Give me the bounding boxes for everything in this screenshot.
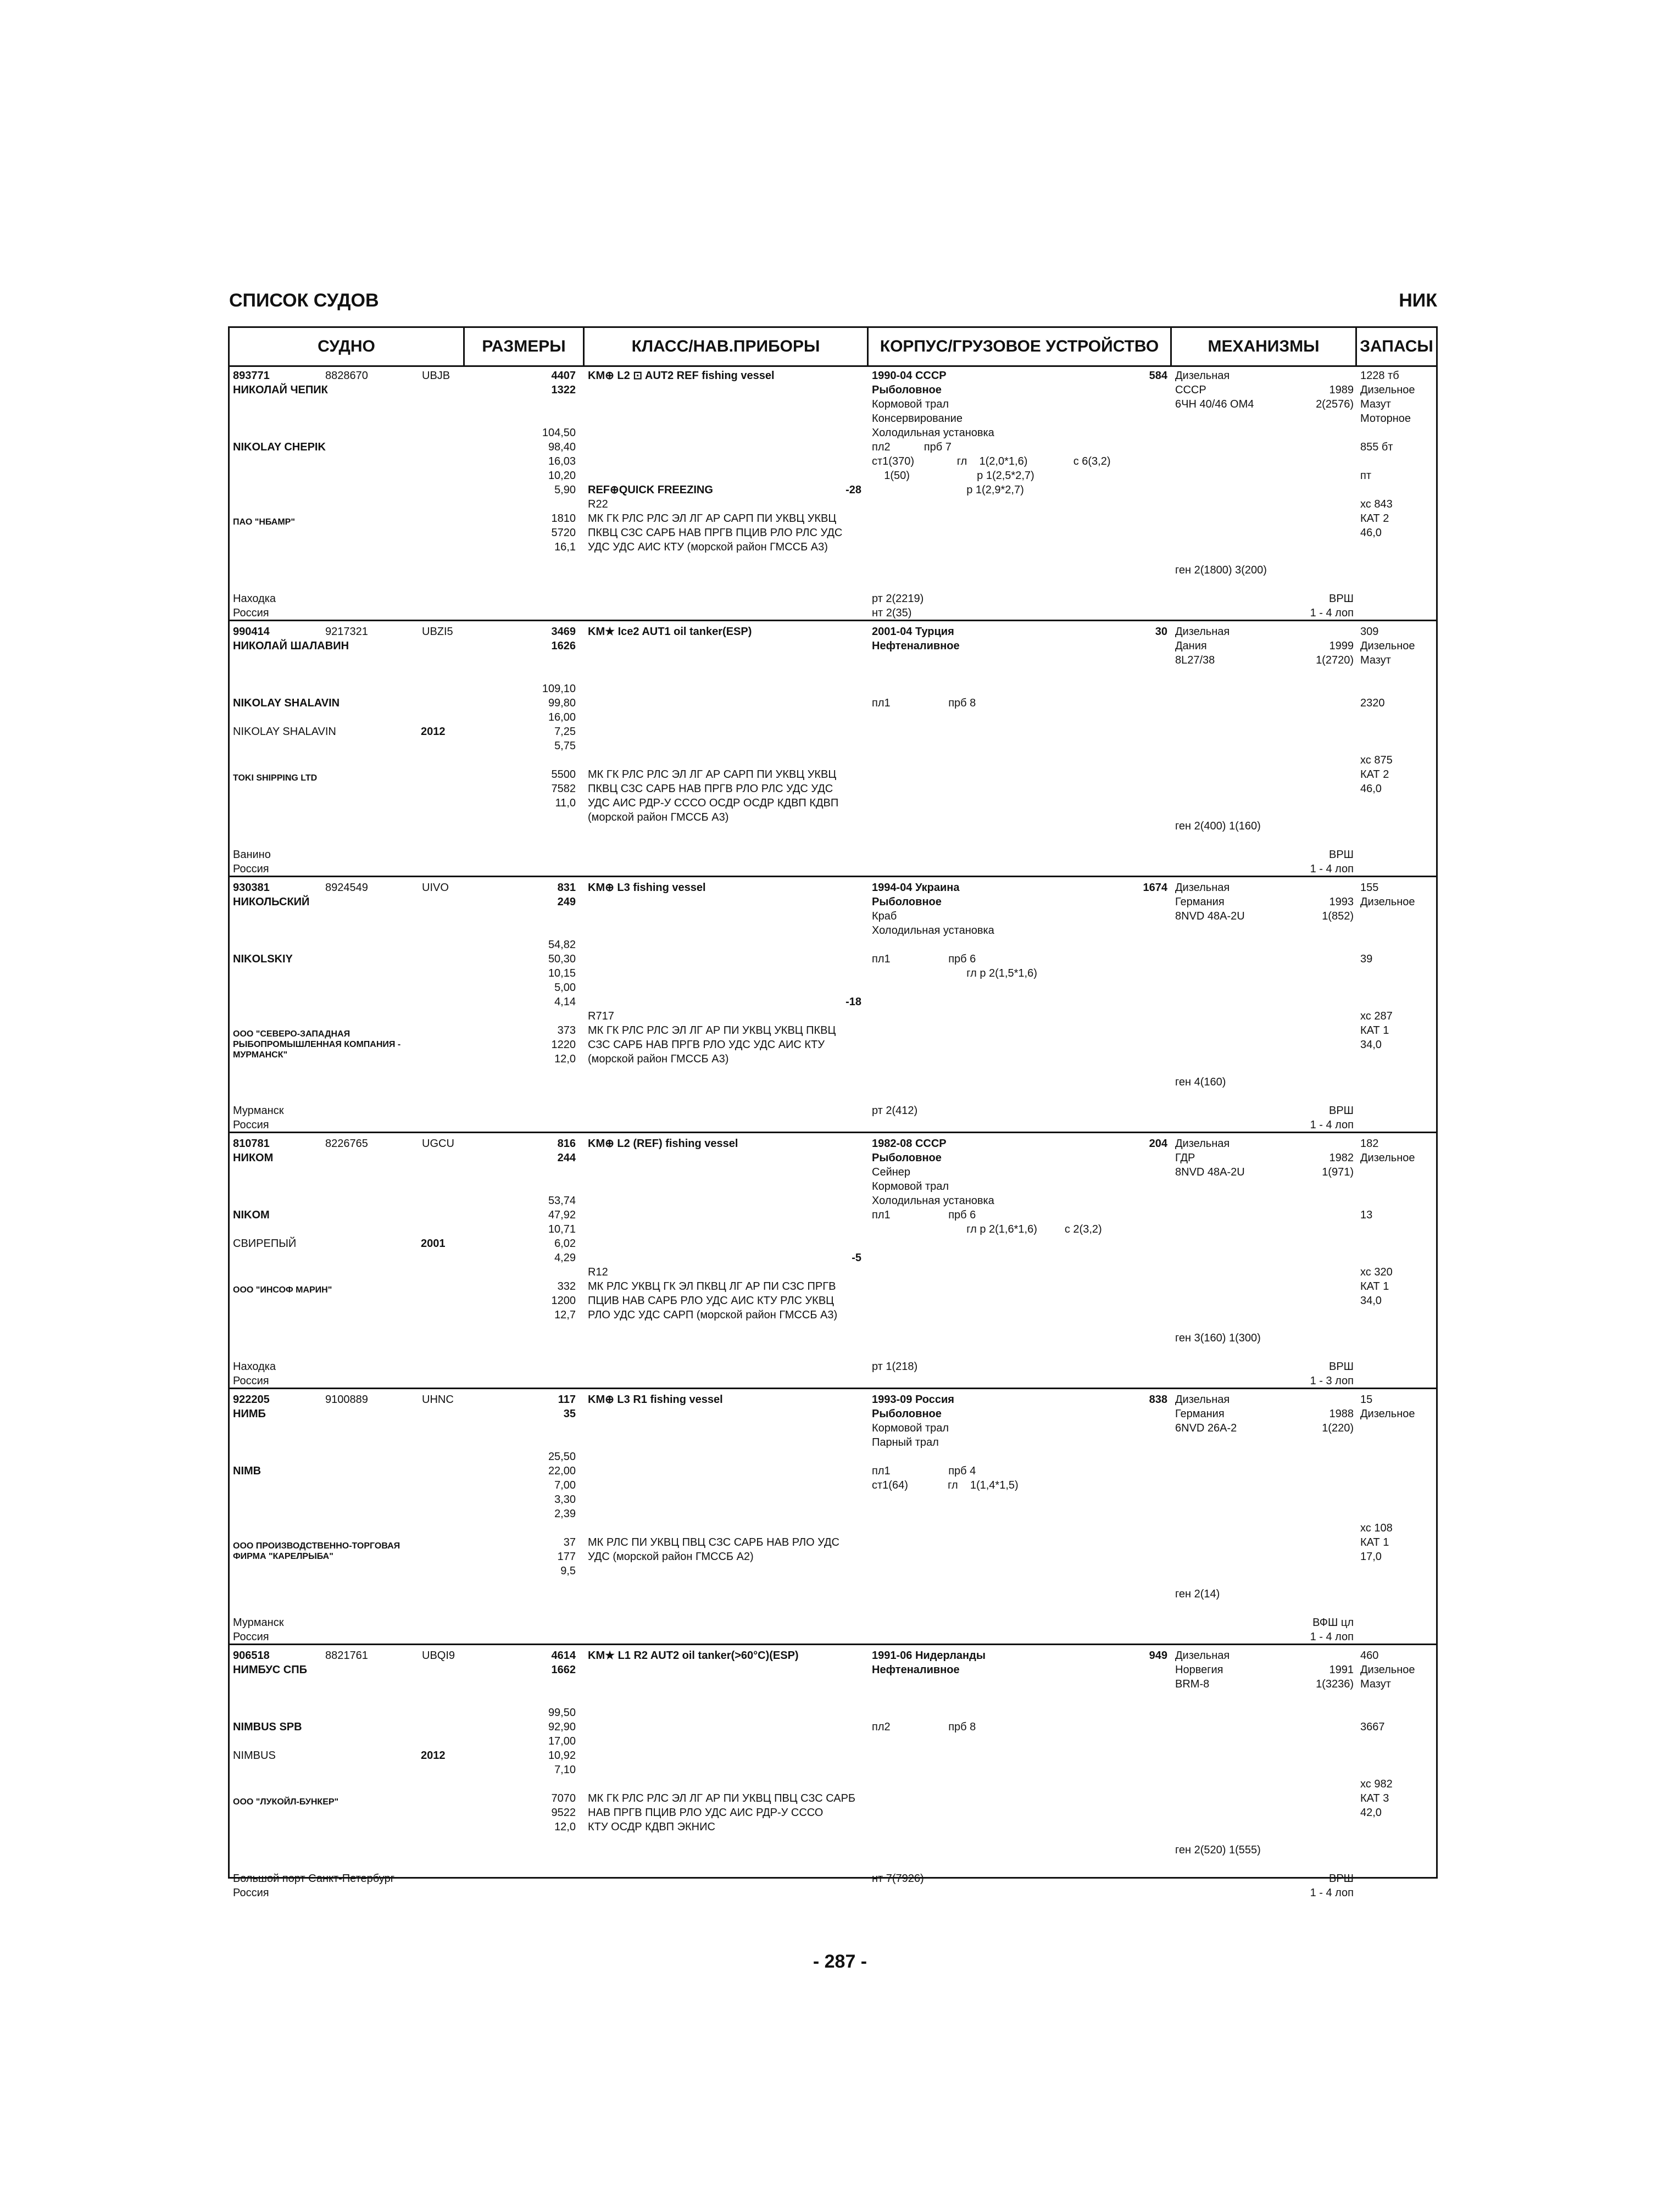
refrigeration-class: REF⊕QUICK FREEZING bbox=[588, 484, 713, 496]
navigation-equipment-line: СЗС САРБ НАВ ПРГВ РЛО УДС УДС АИС КТУ bbox=[588, 1039, 825, 1051]
col-header-machinery: МЕХАНИЗМЫ bbox=[1172, 328, 1357, 365]
dimension-value: 177 bbox=[557, 1551, 576, 1563]
dimension-value: 373 bbox=[557, 1024, 576, 1037]
col-header-dimensions: РАЗМЕРЫ bbox=[465, 328, 585, 365]
vessel-name-en: NIMB bbox=[233, 1465, 262, 1477]
dimension-value: 5,75 bbox=[554, 740, 576, 752]
dimension-value: 16,00 bbox=[548, 711, 576, 723]
flag-country: Россия bbox=[233, 1631, 269, 1643]
supplies-line: Дизельное bbox=[1360, 640, 1415, 652]
class-notation: KM⊕ L2 ⊡ AUT2 REF fishing vessel bbox=[588, 370, 775, 382]
hull-type-line: Кормовой трал bbox=[872, 398, 949, 410]
dimension-value: 12,7 bbox=[554, 1309, 576, 1321]
hold-hatch-line: 1(50) р 1(2,5*2,7) bbox=[872, 470, 1034, 482]
engine-model: 8NVD 48A-2U bbox=[1175, 1166, 1245, 1178]
cargo-gear-line: нт 7(7926) bbox=[872, 1873, 924, 1885]
hold-hatch-line: ст1(370) гл 1(2,0*1,6) с 6(3,2) bbox=[872, 455, 1111, 467]
dimension-value: 109,10 bbox=[542, 683, 576, 695]
engine-type: Дизельная bbox=[1175, 370, 1230, 382]
dimension-value: 249 bbox=[557, 896, 576, 908]
engine-type: Дизельная bbox=[1175, 1138, 1230, 1150]
hold-hatch-line: пл1 прб 8 bbox=[872, 697, 976, 709]
previous-name: NIKOLAY SHALAVIN bbox=[233, 726, 336, 738]
dimension-value: 2,39 bbox=[554, 1508, 576, 1520]
vessel-name-ru: НИКОЛАЙ ШАЛАВИН bbox=[233, 640, 349, 652]
dimension-value: 4,29 bbox=[554, 1252, 576, 1264]
supplies-line: 2320 bbox=[1360, 697, 1385, 709]
home-port: Мурманск bbox=[233, 1105, 284, 1117]
engine-type: Дизельная bbox=[1175, 1650, 1230, 1662]
hold-hatch-line: ст1(64) гл 1(1,4*1,5) bbox=[872, 1479, 1019, 1491]
flag-country: Россия bbox=[233, 1375, 269, 1387]
hull-type-line: Рыболовное bbox=[872, 384, 942, 396]
dimension-value: 5720 bbox=[551, 527, 576, 539]
registry-number: 906518 bbox=[233, 1650, 270, 1662]
supplies-line: 17,0 bbox=[1360, 1551, 1382, 1563]
build-year-and-flag: 1993-09 Россия bbox=[872, 1394, 954, 1406]
refrigerant: R717 bbox=[588, 1010, 614, 1022]
engine-year: 1993 bbox=[1329, 896, 1354, 908]
dimension-value: 35 bbox=[563, 1408, 576, 1420]
dimension-value: 7582 bbox=[551, 783, 576, 795]
hold-hatch-line: гл р 2(1,6*1,6) с 2(3,2) bbox=[872, 1223, 1102, 1235]
propeller-line: 1 - 4 лоп bbox=[1310, 1631, 1354, 1643]
propeller-line: 1 - 4 лоп bbox=[1310, 1887, 1354, 1899]
dimension-value: 99,80 bbox=[548, 697, 576, 709]
yard-number: 1674 bbox=[1143, 882, 1167, 894]
hold-hatch-line: пл2 прб 7 bbox=[872, 441, 952, 453]
refrigeration-temperature: -18 bbox=[845, 996, 861, 1008]
supplies-line: хс 108 bbox=[1360, 1522, 1393, 1534]
navigation-equipment-line: МК ГК РЛС РЛС ЭЛ ЛГ АР ПИ УКВЦ ПВЦ СЗС САРБ bbox=[588, 1792, 856, 1804]
vessel-name-ru: НИКОМ bbox=[233, 1152, 274, 1164]
engine-type: Дизельная bbox=[1175, 882, 1230, 894]
cargo-gear-line: нт 2(35) bbox=[872, 607, 912, 619]
navigation-equipment-line: УДС УДС АИС КТУ (морской район ГМССБ А3) bbox=[588, 541, 828, 553]
home-port: Находка bbox=[233, 1361, 276, 1373]
dimension-value: 1200 bbox=[551, 1295, 576, 1307]
supplies-line: 182 bbox=[1360, 1138, 1379, 1150]
generators: ген 2(520) 1(555) bbox=[1175, 1844, 1261, 1856]
engine-country: Германия bbox=[1175, 896, 1225, 908]
dimension-value: 6,02 bbox=[554, 1238, 576, 1250]
col-header-supplies: ЗАПАСЫ bbox=[1360, 337, 1433, 355]
engine-year: 1982 bbox=[1329, 1152, 1354, 1164]
previous-name-year: 2001 bbox=[421, 1238, 446, 1250]
col-header-vessel: СУДНО bbox=[230, 328, 465, 365]
navigation-equipment-line: МК ГК РЛС РЛС ЭЛ ЛГ АР САРП ПИ УКВЦ УКВЦ bbox=[588, 512, 837, 525]
imo-number: 8226765 bbox=[325, 1138, 368, 1150]
dimension-value: 12,0 bbox=[554, 1053, 576, 1065]
supplies-line: 46,0 bbox=[1360, 527, 1382, 539]
dimension-value: 7070 bbox=[551, 1792, 576, 1804]
previous-name: NIMBUS bbox=[233, 1750, 276, 1762]
table-header bbox=[230, 328, 1436, 367]
supplies-line: 460 bbox=[1360, 1650, 1379, 1662]
dimension-value: 17,00 bbox=[548, 1735, 576, 1747]
page-title: СПИСОК СУДОВ bbox=[229, 290, 379, 311]
refrigeration-temperature: -28 bbox=[845, 484, 861, 496]
ship-record bbox=[230, 1645, 1436, 1901]
col-header-hull: КОРПУС/ГРУЗОВОЕ УСТРОЙСТВО bbox=[869, 328, 1172, 365]
previous-name-year: 2012 bbox=[421, 1750, 446, 1762]
owner-name: ООО "СЕВЕРО-ЗАПАДНАЯ РЫБОПРОМЫШЛЕННАЯ КОМПАНИЯ - МУРМАНСК" bbox=[233, 1029, 401, 1060]
registry-number: 810781 bbox=[233, 1138, 270, 1150]
dimension-value: 10,15 bbox=[548, 967, 576, 979]
vessel-name-ru: НИКОЛАЙ ЧЕПИК bbox=[233, 384, 328, 396]
supplies-line: КАТ 1 bbox=[1360, 1280, 1389, 1293]
supplies-line: 39 bbox=[1360, 953, 1373, 965]
vessel-name-ru: НИКОЛЬСКИЙ bbox=[233, 896, 310, 908]
hold-hatch-line: пл1 прб 6 bbox=[872, 953, 976, 965]
yard-number: 838 bbox=[1149, 1394, 1167, 1406]
vessel-name-ru: НИМБ bbox=[233, 1408, 266, 1420]
home-port: Находка bbox=[233, 593, 276, 605]
hull-type-line: Парный трал bbox=[872, 1436, 939, 1449]
hold-hatch-line: пл1 прб 6 bbox=[872, 1209, 976, 1221]
dimension-value: 98,40 bbox=[548, 441, 576, 453]
supplies-line: Дизельное bbox=[1360, 1664, 1415, 1676]
hold-hatch-line: р 1(2,9*2,7) bbox=[872, 484, 1024, 496]
supplies-line: Мазут bbox=[1360, 1678, 1391, 1690]
ship-record bbox=[230, 365, 1436, 621]
supplies-line: Мазут bbox=[1360, 654, 1391, 666]
propeller-line: 1 - 4 лоп bbox=[1310, 863, 1354, 875]
hull-type-line: Нефтеналивное bbox=[872, 640, 960, 652]
call-sign: UBZI5 bbox=[422, 626, 453, 638]
supplies-line: КАТ 1 bbox=[1360, 1536, 1389, 1548]
build-year-and-flag: 1990-04 СССР bbox=[872, 370, 947, 382]
home-port: Большой порт Санкт-Петербург bbox=[233, 1873, 395, 1885]
engine-country: Дания bbox=[1175, 640, 1207, 652]
supplies-line: 13 bbox=[1360, 1209, 1373, 1221]
propeller-line: ВРШ bbox=[1328, 1873, 1354, 1885]
refrigerant: R22 bbox=[588, 498, 608, 510]
owner-name: ПАО "НБАМР" bbox=[233, 517, 295, 527]
dimension-value: 11,0 bbox=[555, 797, 576, 809]
hull-type-line: Холодильная установка bbox=[872, 924, 994, 937]
dimension-value: 22,00 bbox=[548, 1465, 576, 1477]
hold-hatch-line: пл1 прб 4 bbox=[872, 1465, 976, 1477]
build-year-and-flag: 2001-04 Турция bbox=[872, 626, 954, 638]
engine-model: 6ЧН 40/46 ОМ4 bbox=[1175, 398, 1254, 410]
supplies-line: 855 бт bbox=[1360, 441, 1393, 453]
dimension-value: 7,25 bbox=[554, 726, 576, 738]
dimension-value: 816 bbox=[557, 1138, 576, 1150]
vessel-name-en: NIKOM bbox=[233, 1209, 270, 1221]
dimension-value: 92,90 bbox=[548, 1721, 576, 1733]
cargo-gear-line: рт 2(2219) bbox=[872, 593, 924, 605]
vessel-name-ru: НИМБУС СПБ bbox=[233, 1664, 307, 1676]
call-sign: UGCU bbox=[422, 1138, 454, 1150]
propeller-line: 1 - 4 лоп bbox=[1310, 1119, 1354, 1131]
navigation-equipment-line: МК РЛС УКВЦ ГК ЭЛ ПКВЦ ЛГ АР ПИ СЗС ПРГВ bbox=[588, 1280, 836, 1293]
vessel-name-en: NIKOLAY SHALAVIN bbox=[233, 697, 340, 709]
dimension-value: 10,92 bbox=[548, 1750, 576, 1762]
imo-number: 9217321 bbox=[325, 626, 368, 638]
owner-name: ООО "ЛУКОЙЛ-БУНКЕР" bbox=[233, 1797, 339, 1807]
navigation-equipment-line: (морской район ГМССБ А3) bbox=[588, 811, 729, 823]
navigation-equipment-line: РЛО УДС УДС САРП (морской район ГМССБ А3) bbox=[588, 1309, 838, 1321]
dimension-value: 7,00 bbox=[554, 1479, 576, 1491]
dimension-value: 25,50 bbox=[548, 1451, 576, 1463]
generators: ген 4(160) bbox=[1175, 1076, 1226, 1088]
owner-name: ООО ПРОИЗВОДСТВЕННО-ТОРГОВАЯ ФИРМА "КАРЕЛРЫБА" bbox=[233, 1541, 400, 1561]
class-notation: KM★ Ice2 AUT1 oil tanker(ESP) bbox=[588, 626, 752, 638]
supplies-line: 34,0 bbox=[1360, 1295, 1382, 1307]
vessel-name-en: NIKOLSKIY bbox=[233, 953, 293, 965]
supplies-line: хс 287 bbox=[1360, 1010, 1393, 1022]
hold-hatch-line: гл р 2(1,5*1,6) bbox=[872, 967, 1037, 979]
cargo-gear-line: рт 1(218) bbox=[872, 1361, 918, 1373]
dimension-value: 54,82 bbox=[548, 939, 576, 951]
dimension-value: 10,20 bbox=[548, 470, 576, 482]
engine-power: 1(220) bbox=[1322, 1422, 1354, 1434]
class-notation: KM⊕ L3 fishing vessel bbox=[588, 882, 706, 894]
vessel-name-en: NIKOLAY CHEPIK bbox=[233, 441, 326, 453]
generators: ген 2(400) 1(160) bbox=[1175, 820, 1261, 832]
ship-record bbox=[230, 1133, 1436, 1389]
generators: ген 2(14) bbox=[1175, 1588, 1220, 1600]
supplies-line: 155 bbox=[1360, 882, 1379, 894]
yard-number: 584 bbox=[1149, 370, 1167, 382]
hull-type-line: Консервирование bbox=[872, 413, 963, 425]
flag-country: Россия bbox=[233, 863, 269, 875]
imo-number: 8828670 bbox=[325, 370, 368, 382]
previous-name-year: 2012 bbox=[421, 726, 446, 738]
supplies-line: КАТ 1 bbox=[1360, 1024, 1389, 1037]
supplies-line: 3667 bbox=[1360, 1721, 1385, 1733]
engine-power: 1(852) bbox=[1322, 910, 1354, 922]
registry-number: 922205 bbox=[233, 1394, 270, 1406]
supplies-line: 46,0 bbox=[1360, 783, 1382, 795]
dimension-value: 104,50 bbox=[542, 427, 576, 439]
dimension-value: 16,1 bbox=[554, 541, 576, 553]
engine-model: 6NVD 26A-2 bbox=[1175, 1422, 1237, 1434]
engine-model: BRM-8 bbox=[1175, 1678, 1210, 1690]
supplies-line: 15 bbox=[1360, 1394, 1373, 1406]
build-year-and-flag: 1994-04 Украина bbox=[872, 882, 960, 894]
dimension-value: 244 bbox=[557, 1152, 576, 1164]
registry-number: 990414 bbox=[233, 626, 270, 638]
dimension-value: 831 bbox=[557, 882, 576, 894]
hull-type-line: Кормовой трал bbox=[872, 1422, 949, 1434]
propeller-line: ВРШ bbox=[1328, 593, 1354, 605]
imo-number: 9100889 bbox=[325, 1394, 368, 1406]
supplies-line: КАТ 3 bbox=[1360, 1792, 1389, 1804]
generators: ген 2(1800) 3(200) bbox=[1175, 564, 1267, 576]
navigation-equipment-line: МК РЛС ПИ УКВЦ ПВЦ СЗС САРБ НАВ РЛО УДС bbox=[588, 1536, 839, 1548]
home-port: Мурманск bbox=[233, 1617, 284, 1629]
dimension-value: 5500 bbox=[551, 768, 576, 781]
engine-power: 1(971) bbox=[1322, 1166, 1354, 1178]
build-year-and-flag: 1991-06 Нидерланды bbox=[872, 1650, 986, 1662]
dimension-value: 99,50 bbox=[548, 1707, 576, 1719]
supplies-line: хс 875 bbox=[1360, 754, 1393, 766]
navigation-equipment-line: МК ГК РЛС РЛС ЭЛ ЛГ АР САРП ПИ УКВЦ УКВЦ bbox=[588, 768, 837, 781]
dimension-value: 7,10 bbox=[554, 1764, 576, 1776]
propeller-line: 1 - 4 лоп bbox=[1310, 607, 1354, 619]
hull-type-line: Краб bbox=[872, 910, 897, 922]
flag-country: Россия bbox=[233, 1887, 269, 1899]
refrigeration-temperature: -5 bbox=[852, 1252, 861, 1264]
supplies-line: Моторное bbox=[1360, 413, 1411, 425]
hull-type-line: Холодильная установка bbox=[872, 427, 994, 439]
dimension-value: 5,90 bbox=[554, 484, 576, 496]
engine-type: Дизельная bbox=[1175, 626, 1230, 638]
supplies-line: пт bbox=[1360, 470, 1371, 482]
engine-type: Дизельная bbox=[1175, 1394, 1230, 1406]
navigation-equipment-line: (морской район ГМССБ А3) bbox=[588, 1053, 729, 1065]
owner-name: TOKI SHIPPING LTD bbox=[233, 773, 318, 783]
navigation-equipment-line: ПКВЦ СЗС САРБ НАВ ПРГВ ПЦИВ РЛО РЛС УДС bbox=[588, 527, 843, 539]
dimension-value: 9522 bbox=[551, 1807, 576, 1819]
dimension-value: 4,14 bbox=[554, 996, 576, 1008]
dimension-value: 37 bbox=[563, 1536, 576, 1548]
dimension-value: 4614 bbox=[551, 1650, 576, 1662]
dimension-value: 5,00 bbox=[554, 982, 576, 994]
page-number: - 287 - bbox=[813, 1951, 867, 1972]
owner-name: ООО "ИНСОФ МАРИН" bbox=[233, 1285, 332, 1295]
dimension-value: 117 bbox=[558, 1394, 576, 1406]
supplies-line: КАТ 2 bbox=[1360, 768, 1389, 781]
supplies-line: хс 320 bbox=[1360, 1266, 1393, 1278]
engine-year: 1989 bbox=[1329, 384, 1354, 396]
supplies-line: хс 843 bbox=[1360, 498, 1393, 510]
flag-country: Россия bbox=[233, 1119, 269, 1131]
vessel-name-en: NIMBUS SPB bbox=[233, 1721, 302, 1733]
yard-number: 204 bbox=[1149, 1138, 1167, 1150]
call-sign: UIVO bbox=[422, 882, 449, 894]
ships-table bbox=[228, 326, 1438, 1899]
yard-number: 949 bbox=[1149, 1650, 1167, 1662]
dimension-value: 9,5 bbox=[560, 1565, 576, 1577]
dimension-value: 1220 bbox=[551, 1039, 576, 1051]
ship-record bbox=[230, 621, 1436, 877]
supplies-line: хс 982 bbox=[1360, 1778, 1393, 1790]
hull-type-line: Рыболовное bbox=[872, 1408, 942, 1420]
navigation-equipment-line: КТУ ОСДР КДВП ЭКНИС bbox=[588, 1821, 715, 1833]
page-section-code: НИК bbox=[1399, 290, 1437, 311]
dimension-value: 332 bbox=[557, 1280, 576, 1293]
dimension-value: 1810 bbox=[551, 512, 576, 525]
engine-year: 1991 bbox=[1329, 1664, 1354, 1676]
class-notation: KM⊕ L3 R1 fishing vessel bbox=[588, 1394, 723, 1406]
navigation-equipment-line: ПКВЦ СЗС САРБ НАВ ПРГВ РЛО РЛС УДС УДС bbox=[588, 783, 833, 795]
propeller-line: ВРШ bbox=[1328, 1361, 1354, 1373]
engine-country: Норвегия bbox=[1175, 1664, 1223, 1676]
navigation-equipment-line: УДС АИС РДР-У СССО ОСДР ОСДР КДВП КДВП bbox=[588, 797, 839, 809]
yard-number: 30 bbox=[1155, 626, 1167, 638]
dimension-value: 3,30 bbox=[554, 1494, 576, 1506]
call-sign: UBJB bbox=[422, 370, 450, 382]
dimension-value: 1662 bbox=[551, 1664, 576, 1676]
supplies-line: КАТ 2 bbox=[1360, 512, 1389, 525]
hull-type-line: Рыболовное bbox=[872, 896, 942, 908]
supplies-line: Дизельное bbox=[1360, 384, 1415, 396]
supplies-line: 34,0 bbox=[1360, 1039, 1382, 1051]
engine-country: СССР bbox=[1175, 384, 1206, 396]
engine-country: Германия bbox=[1175, 1408, 1225, 1420]
hull-type-line: Сейнер bbox=[872, 1166, 911, 1178]
class-notation: KM⊕ L2 (REF) fishing vessel bbox=[588, 1138, 738, 1150]
ship-record bbox=[230, 1389, 1436, 1645]
dimension-value: 50,30 bbox=[548, 953, 576, 965]
ship-record bbox=[230, 877, 1436, 1133]
navigation-equipment-line: МК ГК РЛС РЛС ЭЛ ЛГ АР ПИ УКВЦ УКВЦ ПКВЦ bbox=[588, 1024, 836, 1037]
home-port: Ванино bbox=[233, 849, 271, 861]
generators: ген 3(160) 1(300) bbox=[1175, 1332, 1261, 1344]
imo-number: 8924549 bbox=[325, 882, 368, 894]
engine-power: 1(3236) bbox=[1316, 1678, 1354, 1690]
dimension-value: 3469 bbox=[551, 626, 576, 638]
engine-model: 8NVD 48A-2U bbox=[1175, 910, 1245, 922]
propeller-line: ВРШ bbox=[1328, 849, 1354, 861]
previous-name: СВИРЕПЫЙ bbox=[233, 1238, 297, 1250]
class-notation: KM★ L1 R2 AUT2 oil tanker(>60°C)(ESP) bbox=[588, 1650, 799, 1662]
registry-number: 930381 bbox=[233, 882, 270, 894]
engine-year: 1988 bbox=[1329, 1408, 1354, 1420]
hull-type-line: Кормовой трал bbox=[872, 1180, 949, 1193]
supplies-line: Мазут bbox=[1360, 398, 1391, 410]
dimension-value: 53,74 bbox=[548, 1195, 576, 1207]
col-header-class: КЛАСС/НАВ.ПРИБОРЫ bbox=[585, 328, 869, 365]
hull-type-line: Холодильная установка bbox=[872, 1195, 994, 1207]
cargo-gear-line: рт 2(412) bbox=[872, 1105, 918, 1117]
dimension-value: 47,92 bbox=[548, 1209, 576, 1221]
dimension-value: 1322 bbox=[551, 384, 576, 396]
propeller-line: 1 - 3 лоп bbox=[1310, 1375, 1354, 1387]
propeller-line: ВРШ bbox=[1328, 1105, 1354, 1117]
dimension-value: 12,0 bbox=[554, 1821, 576, 1833]
navigation-equipment-line: ПЦИВ НАВ САРБ РЛО УДС АИС КТУ РЛС УКВЦ bbox=[588, 1295, 834, 1307]
engine-model: 8L27/38 bbox=[1175, 654, 1215, 666]
engine-year: 1999 bbox=[1329, 640, 1354, 652]
supplies-line: Дизельное bbox=[1360, 896, 1415, 908]
engine-country: ГДР bbox=[1175, 1152, 1195, 1164]
hold-hatch-line: пл2 прб 8 bbox=[872, 1721, 976, 1733]
supplies-line: 42,0 bbox=[1360, 1807, 1382, 1819]
supplies-line: 309 bbox=[1360, 626, 1379, 638]
dimension-value: 1626 bbox=[551, 640, 576, 652]
supplies-line: Дизельное bbox=[1360, 1408, 1415, 1420]
hull-type-line: Рыболовное bbox=[872, 1152, 942, 1164]
engine-power: 2(2576) bbox=[1316, 398, 1354, 410]
navigation-equipment-line: УДС (морской район ГМССБ А2) bbox=[588, 1551, 754, 1563]
dimension-value: 4407 bbox=[551, 370, 576, 382]
supplies-line: 1228 тб bbox=[1360, 370, 1399, 382]
engine-power: 1(2720) bbox=[1316, 654, 1354, 666]
call-sign: UHNC bbox=[422, 1394, 454, 1406]
refrigerant: R12 bbox=[588, 1266, 608, 1278]
call-sign: UBQI9 bbox=[422, 1650, 455, 1662]
navigation-equipment-line: НАВ ПРГВ ПЦИВ РЛО УДС АИС РДР-У СССО bbox=[588, 1807, 824, 1819]
imo-number: 8821761 bbox=[325, 1650, 368, 1662]
propeller-line: ВФШ цл bbox=[1312, 1617, 1354, 1629]
supplies-line: Дизельное bbox=[1360, 1152, 1415, 1164]
build-year-and-flag: 1982-08 СССР bbox=[872, 1138, 947, 1150]
hull-type-line: Нефтеналивное bbox=[872, 1664, 960, 1676]
flag-country: Россия bbox=[233, 607, 269, 619]
dimension-value: 10,71 bbox=[548, 1223, 576, 1235]
registry-number: 893771 bbox=[233, 370, 270, 382]
dimension-value: 16,03 bbox=[548, 455, 576, 467]
